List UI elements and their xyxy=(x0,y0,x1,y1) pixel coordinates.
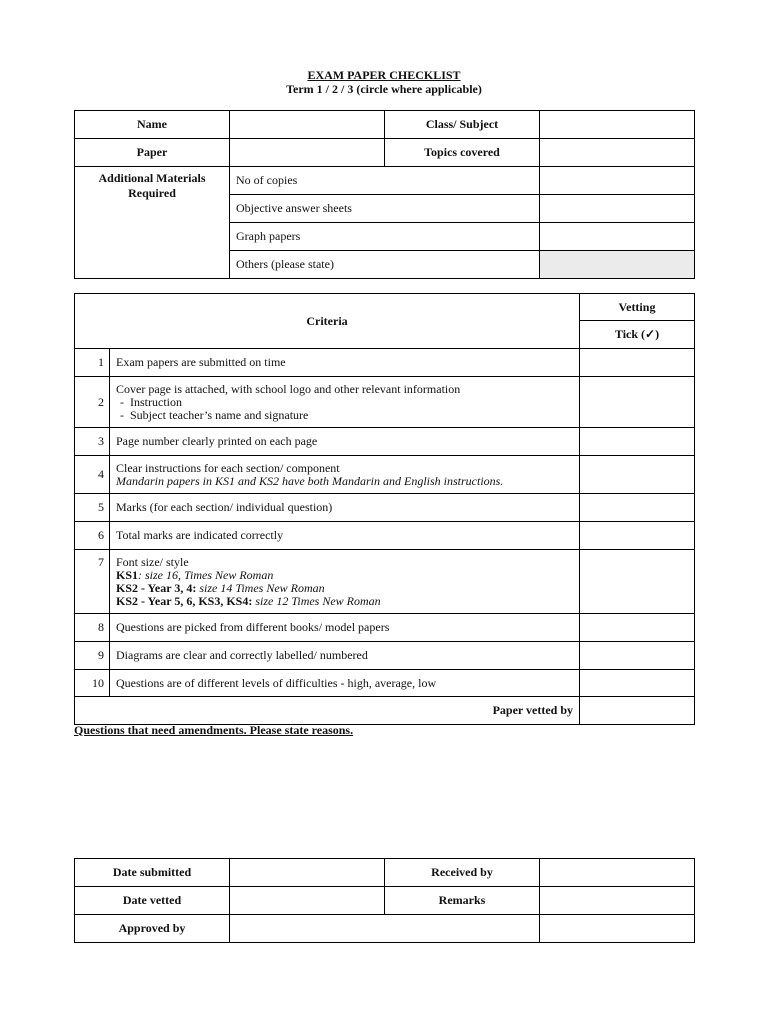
date-submitted-field[interactable] xyxy=(230,859,385,887)
font-spec-label: KS2 - Year 5, 6, KS3, KS4: xyxy=(116,593,253,608)
criteria-number: 8 xyxy=(75,614,110,642)
criteria-bullet-text: Instruction xyxy=(130,394,182,409)
tick-cell[interactable] xyxy=(580,670,695,697)
material-copies-field[interactable] xyxy=(540,167,695,195)
class-subject-field[interactable] xyxy=(540,111,695,139)
criteria-note: Mandarin papers in KS1 and KS2 have both Mandarin and English instructions. xyxy=(116,473,504,488)
remarks-label: Remarks xyxy=(385,887,540,915)
material-others-field[interactable] xyxy=(540,251,695,279)
amendments-heading: Questions that need amendments. Please state reasons. xyxy=(74,723,354,737)
criteria-text: Questions are picked from different books/ model papers xyxy=(110,614,580,642)
page-subtitle: Term 1 / 2 / 3 (circle where applicable) xyxy=(286,82,482,96)
criteria-text: Marks (for each section/ individual question) xyxy=(110,494,580,522)
criteria-number: 2 xyxy=(75,377,110,428)
material-answer-sheets-label: Objective answer sheets xyxy=(230,195,540,223)
material-graph-papers-field[interactable] xyxy=(540,223,695,251)
font-spec-label: KS2 - Year 3, 4: xyxy=(116,580,197,595)
tick-cell[interactable] xyxy=(580,377,695,428)
criteria-text-line: Clear instructions for each section/ component xyxy=(116,460,340,475)
paper-field[interactable] xyxy=(230,139,385,167)
criteria-number: 4 xyxy=(75,456,110,494)
criteria-text-line: Cover page is attached, with school logo and other relevant information xyxy=(116,381,461,396)
name-field[interactable] xyxy=(230,111,385,139)
material-others-label: Others (please state) xyxy=(230,251,540,279)
criteria-text: Exam papers are submitted on time xyxy=(110,349,580,377)
paper-vetted-by-field[interactable] xyxy=(580,697,695,725)
material-graph-papers-label: Graph papers xyxy=(230,223,540,251)
page-title: EXAM PAPER CHECKLIST xyxy=(307,68,461,82)
received-by-label: Received by xyxy=(385,859,540,887)
tick-header: Tick (✓) xyxy=(580,321,695,349)
vetting-header: Vetting xyxy=(580,294,695,321)
date-vetted-field[interactable] xyxy=(230,887,385,915)
paper-vetted-by-label: Paper vetted by xyxy=(75,697,580,725)
paper-label: Paper xyxy=(75,139,230,167)
tick-cell[interactable] xyxy=(580,349,695,377)
criteria-text: Page number clearly printed on each page xyxy=(110,428,580,456)
font-spec-line xyxy=(116,595,573,608)
criteria-number: 5 xyxy=(75,494,110,522)
font-spec-value: size 12 Times New Roman xyxy=(252,593,381,608)
tick-cell[interactable] xyxy=(580,642,695,670)
font-spec-label: KS1 xyxy=(116,567,139,582)
tick-cell[interactable] xyxy=(580,428,695,456)
approved-by-label: Approved by xyxy=(75,915,230,943)
criteria-number: 10 xyxy=(75,670,110,697)
criteria-header: Criteria xyxy=(75,294,580,349)
tick-cell[interactable] xyxy=(580,522,695,550)
name-label: Name xyxy=(75,111,230,139)
tick-cell[interactable] xyxy=(580,494,695,522)
remarks-field[interactable] xyxy=(540,887,695,915)
criteria-number: 7 xyxy=(75,550,110,614)
class-subject-label: Class/ Subject xyxy=(385,111,540,139)
received-by-field[interactable] xyxy=(540,859,695,887)
font-spec-value: size 14 Times New Roman xyxy=(196,580,325,595)
criteria-table xyxy=(74,293,695,725)
date-vetted-label: Date vetted xyxy=(75,887,230,915)
criteria-text xyxy=(110,377,580,428)
footer-table xyxy=(74,858,695,943)
criteria-bullet: - Instruction xyxy=(120,394,182,409)
criteria-bullet-text: Subject teacher’s name and signature xyxy=(130,407,309,422)
date-submitted-label: Date submitted xyxy=(75,859,230,887)
topics-covered-field[interactable] xyxy=(540,139,695,167)
info-table xyxy=(74,110,695,279)
criteria-text xyxy=(110,550,580,614)
criteria-text: Diagrams are clear and correctly labelled/ numbered xyxy=(110,642,580,670)
tick-cell[interactable] xyxy=(580,614,695,642)
material-answer-sheets-field[interactable] xyxy=(540,195,695,223)
criteria-text-line: Font size/ style xyxy=(116,554,189,569)
tick-cell[interactable] xyxy=(580,550,695,614)
criteria-text: Total marks are indicated correctly xyxy=(110,522,580,550)
criteria-bullet: - Subject teacher’s name and signature xyxy=(120,407,309,422)
criteria-number: 9 xyxy=(75,642,110,670)
approved-by-extra-field[interactable] xyxy=(540,915,695,943)
criteria-text: Questions are of different levels of difficulties - high, average, low xyxy=(110,670,580,697)
font-spec-value: : size 16, Times New Roman xyxy=(138,567,274,582)
material-copies-label: No of copies xyxy=(230,167,540,195)
approved-by-field[interactable] xyxy=(230,915,540,943)
topics-covered-label: Topics covered xyxy=(385,139,540,167)
criteria-number: 3 xyxy=(75,428,110,456)
criteria-number: 6 xyxy=(75,522,110,550)
additional-materials-label: Additional Materials Required xyxy=(75,167,230,279)
tick-cell[interactable] xyxy=(580,456,695,494)
criteria-number: 1 xyxy=(75,349,110,377)
criteria-text xyxy=(110,456,580,494)
